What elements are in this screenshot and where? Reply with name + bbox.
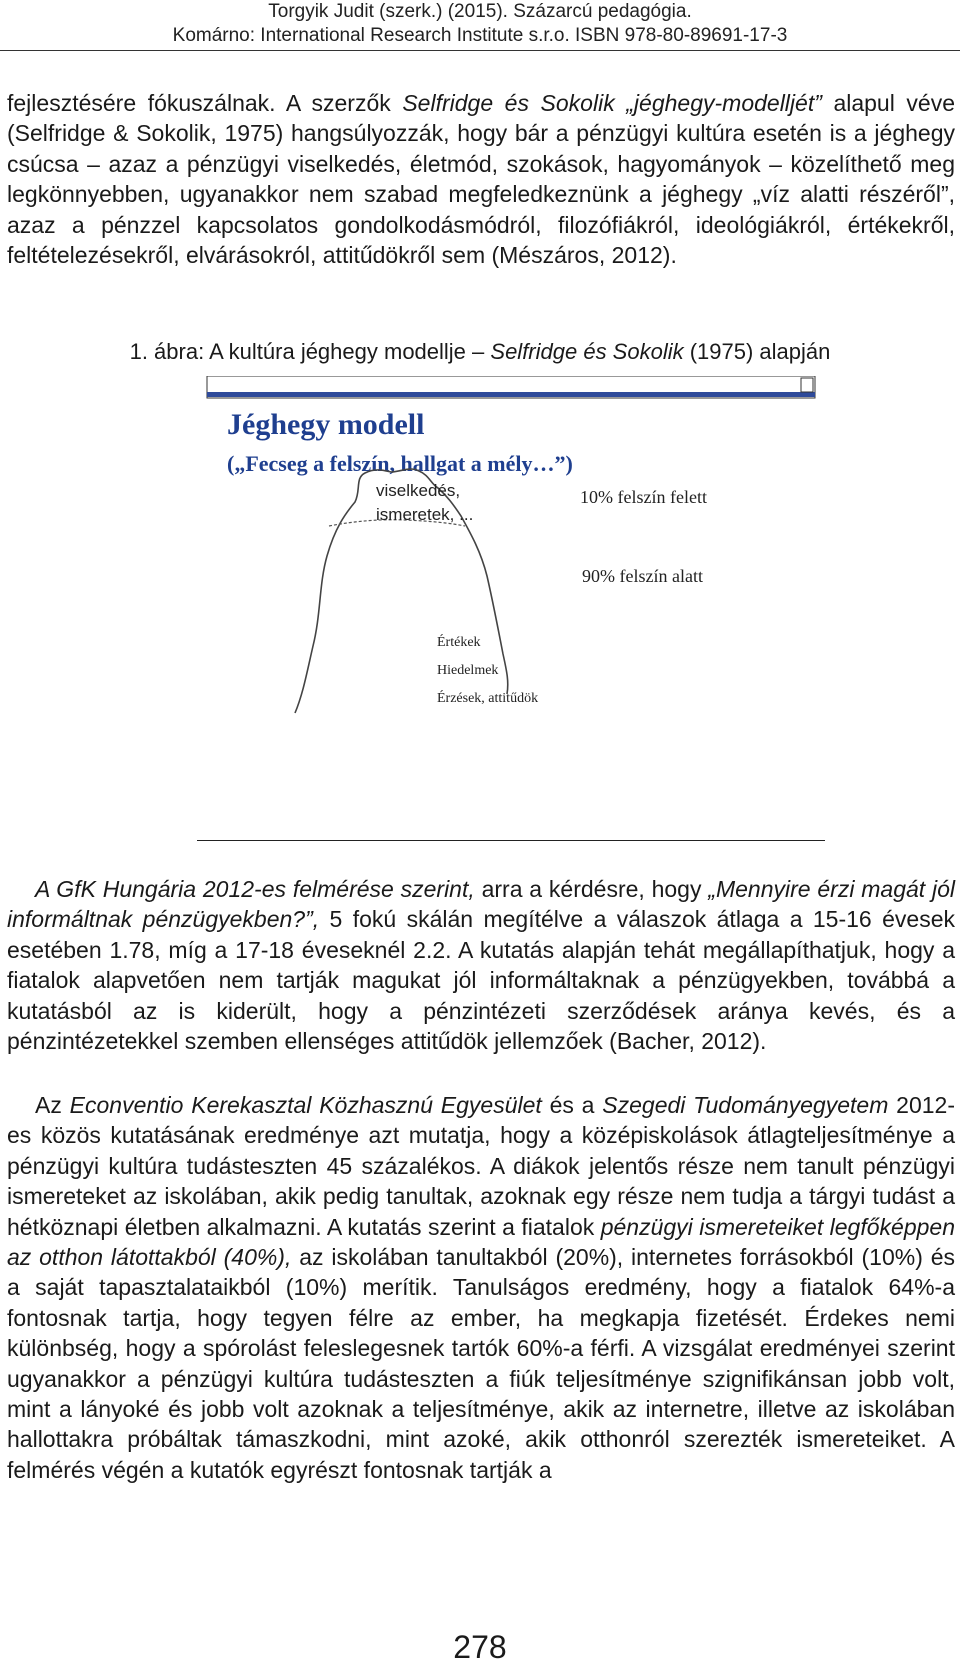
econ-italic-2: Szegedi Tudományegyetem (602, 1092, 889, 1118)
intro-italic-1: Selfridge és Sokolik „jéghegy-modelljét” (402, 90, 822, 116)
deep-label-values: Értékek (437, 635, 481, 650)
deep-label-attitudes: Érzések, attitűdök (437, 691, 539, 706)
intro-text-1: fejlesztésére fókuszálnak. A szerzők (7, 90, 403, 116)
caption-text-2: (1975) alapján (683, 339, 831, 364)
econ-text-2: 2012-es közös kutatásának eredménye azt mutatja, hogy a középiskolások átlagteljesítménye a pénzügyi kultúra tudásteszten 45 százalékos. A diákok jelentős része nem tanult pénzügyi ismereteket az iskolában, akik pedig tanultak, azoknak egy része nem tudja a tárgyi tudást a hétköznapi életben alkalmazni. A kutatás szerint a fiatalok (7, 1092, 955, 1240)
figure-divider (197, 840, 825, 841)
page-number: 278 (453, 1629, 507, 1665)
gfk-italic-1: A GfK Hungária 2012-es felmérése szerint, (35, 876, 475, 902)
econ-text-3: az iskolában tanultakból (20%), internetes forrásokból (10%) és a saját tapasztalataikból (10%) merítik. Tanulságos eredmény, hogy a fiatalok 64%-a fontosnak tartja, hogy tegyen félre az ember, ha megkapja fizetését. Érdekes nemi különbség, hogy a spórolást feleslegesnek tartók 60%-a férfi. A vizsgálat eredményei szerint ugyanakkor a pénzügyi kultúra tudásteszten a fiúk teljesítménye szignifikánsan jobb volt, mint a lányoké és jobb volt azoknak a teljesítménye, akik az internetre, illetve az iskolában hallottakra próbáltak támaszkodni, mint azoké, akik otthonról szerezték ismereteiket. A felmérés végén a kutatók egyrészt fontosnak tartják a (7, 1244, 955, 1483)
iceberg-model-figure (205, 376, 817, 786)
running-header (0, 0, 960, 48)
header-divider (0, 50, 960, 51)
intro-paragraph (7, 88, 955, 270)
figure-caption (0, 337, 960, 367)
econ-text-1: és a (541, 1092, 603, 1118)
gfk-text-1: arra a kérdésre, hogy (474, 876, 709, 902)
paragraph-econventio (7, 1090, 955, 1485)
econ-text-0: Az (35, 1092, 70, 1118)
figure-subtitle: („Fecseg a felszín, hallgat a mély…”) (227, 451, 573, 476)
figure-frame-bar (207, 392, 815, 397)
caption-text-1: 1. ábra: A kultúra jéghegy modellje – (129, 339, 491, 364)
deep-label-beliefs: Hiedelmek (437, 663, 499, 678)
gfk-text-2: 5 fokú skálán megítélve a válaszok átlaga a 15-16 évesek esetében 1.78, míg a 17-18 éveseknél 2.2. A kutatás alapján tehát megállapíthatjuk, hogy a fiatalok alapvetően nem tartják magukat jól informáltaknak a pénzügyekben, továbbá a kutatásból az is kiderült, hogy a pénzintézeti szerződések aránya kevés, és a pénzintézetekkel szemben ellenséges attitűdök jellemzőek (Bacher, 2012). (7, 906, 955, 1055)
caption-italic: Selfridge és Sokolik (490, 339, 684, 364)
econ-italic-1: Econventio Kerekasztal Közhasznú Egyesület (69, 1092, 542, 1118)
figure-frame-corner (801, 378, 813, 392)
below-surface-label: 90% felszín alatt (582, 566, 703, 586)
intro-text-2: alapul véve (Selfridge & Sokolik, 1975) hangsúlyozzák, hogy bár a pénzügyi kultúra esetén is a jéghegy csúcsa – azaz a pénzügyi viselkedés, életmód, szokások, hagyományok – közelíthető meg legkönnyebben, ugyanakkor nem szabad megfeledkeznünk a jéghegy „víz alatti részéről”, azaz a pénzzel kapcsolatos gondolkodásmódról, filozófiákról, ideológiákról, értékekről, feltételezésekről, elvárásokról, attitűdökről sem (Mészáros, 2012). (7, 90, 955, 269)
paragraph-gfk (7, 874, 955, 1056)
header-line-1: Torgyik Judit (szerk.) (2015). Százarcú pedagógia. (268, 1, 692, 22)
gfk-italic-2: „Mennyire érzi magát jól informáltnak pénzügyekben?”, (7, 876, 955, 933)
figure-title: Jéghegy modell (227, 408, 425, 441)
header-line-2: Komárno: International Research Institute s.r.o. ISBN 978-80-89691-17-3 (172, 25, 788, 46)
above-surface-label: 10% felszín felett (580, 487, 707, 507)
top-label-knowledge: ismeretek, ... (376, 505, 474, 524)
econ-italic-3: pénzügyi ismereteiket legfőképpen az otthon látottakból (40%), (7, 1213, 955, 1271)
top-label-behavior: viselkedés, (376, 481, 461, 500)
